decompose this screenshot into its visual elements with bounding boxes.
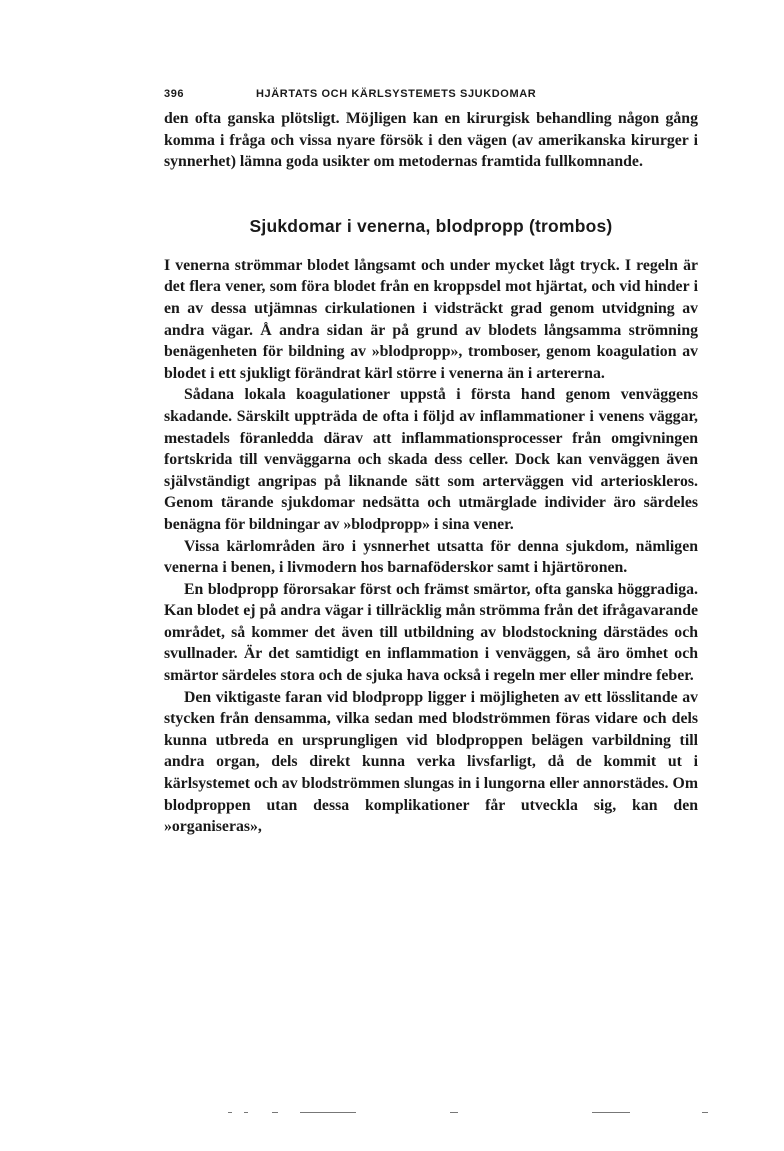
dash-mark: [702, 1112, 708, 1113]
dash-mark: [592, 1112, 630, 1113]
print-artifact-dashes: [228, 1112, 728, 1116]
book-page: [164, 88, 698, 838]
paragraph-vessel-areas: Vissa kärlområden äro i ysnnerhet utsatta för denna sjukdom, nämligen venerna i benen, i livmodern hos barnaföderskor samt i hjärtöronen.: [164, 537, 698, 577]
intro-paragraph: den ofta ganska plötsligt. Möjligen kan en kirurgisk behandling någon gång komma i fråga och vissa nyare försök i den vägen (av amerikanska kirurger i synnerhet) lämna goda usikter om metodernas framtida fullkomnande.: [164, 110, 698, 171]
body-text: [164, 108, 698, 838]
dash-mark: [450, 1112, 458, 1113]
paragraph-main-danger: Den viktigaste faran vid blodpropp ligger i möjligheten av ett lösslitande av stycken från densamma, vilka sedan med blodströmmen föras vidare och dels kunna utbreda en ursprungligen vid blodproppen belägen varbildning till andra organ, dels direkt kunna verka livsfarligt, då de kommit ut i kärlsystemet och av blodströmmen slungas in i lungorna eller annorstädes. Om blodproppen utan dessa komplikationer får utveckla sig, kan den »organiseras»,: [164, 688, 698, 836]
dash-mark: [272, 1112, 278, 1113]
paragraph-symptoms: En blodpropp förorsakar först och främst smärtor, ofta ganska höggradiga. Kan blodet ej på andra vägar i tillräcklig mån strömma från det ifrågavarande området, så kommer det även till utbildning av blodstockning därstädes och svullnader. Är det samtidigt en inflammation i venväggen, så äro ömhet och smärtor särdeles stora och de sjuka hava också i regeln mer eller mindre feber.: [164, 580, 698, 685]
paragraph-local-coagulation: Sådana lokala koagulationer uppstå i första hand genom venväggens skadande. Särskilt uppträda de ofta i följd av inflammationer i venens väggar, mestadels föranledda därav att inflammationsprocesser från omgivningen fortskrida till venväggarna och skada dess celler. Dock kan venväggen även självständigt angripas på liknande sätt som arterväggen vid arterioskleros. Genom tärande sjukdomar nedsätta och utmärglade individer äro särdeles benägna för bildningar av »blodpropp» i sina vener.: [164, 386, 698, 533]
dash-mark: [228, 1112, 232, 1113]
page-number: 396: [164, 88, 185, 100]
dash-mark: [244, 1112, 248, 1113]
dash-mark: [300, 1112, 356, 1113]
running-header: [164, 88, 698, 108]
running-title: HJÄRTATS OCH KÄRLSYSTEMETS SJUKDOMAR: [256, 88, 537, 100]
paragraph-veins-flow: I venerna strömmar blodet långsamt och under mycket lågt tryck. I regeln är det flera vener, som föra blodet från en kroppsdel mot hjärtat, och vid hinder i en av dessa utjämnas cirkulationen i vidsträckt grad genom utvidgning av andra vägar. Å andra sidan är på grund av blodets långsamma strömning benägenheten för bildning av »blodpropp», tromboser, genom koagulation av blodet i ett sjukligt förändrat kärl större i venerna än i artererna.: [164, 256, 698, 382]
section-heading: Sjukdomar i venerna, blodpropp (trombos): [249, 215, 613, 236]
